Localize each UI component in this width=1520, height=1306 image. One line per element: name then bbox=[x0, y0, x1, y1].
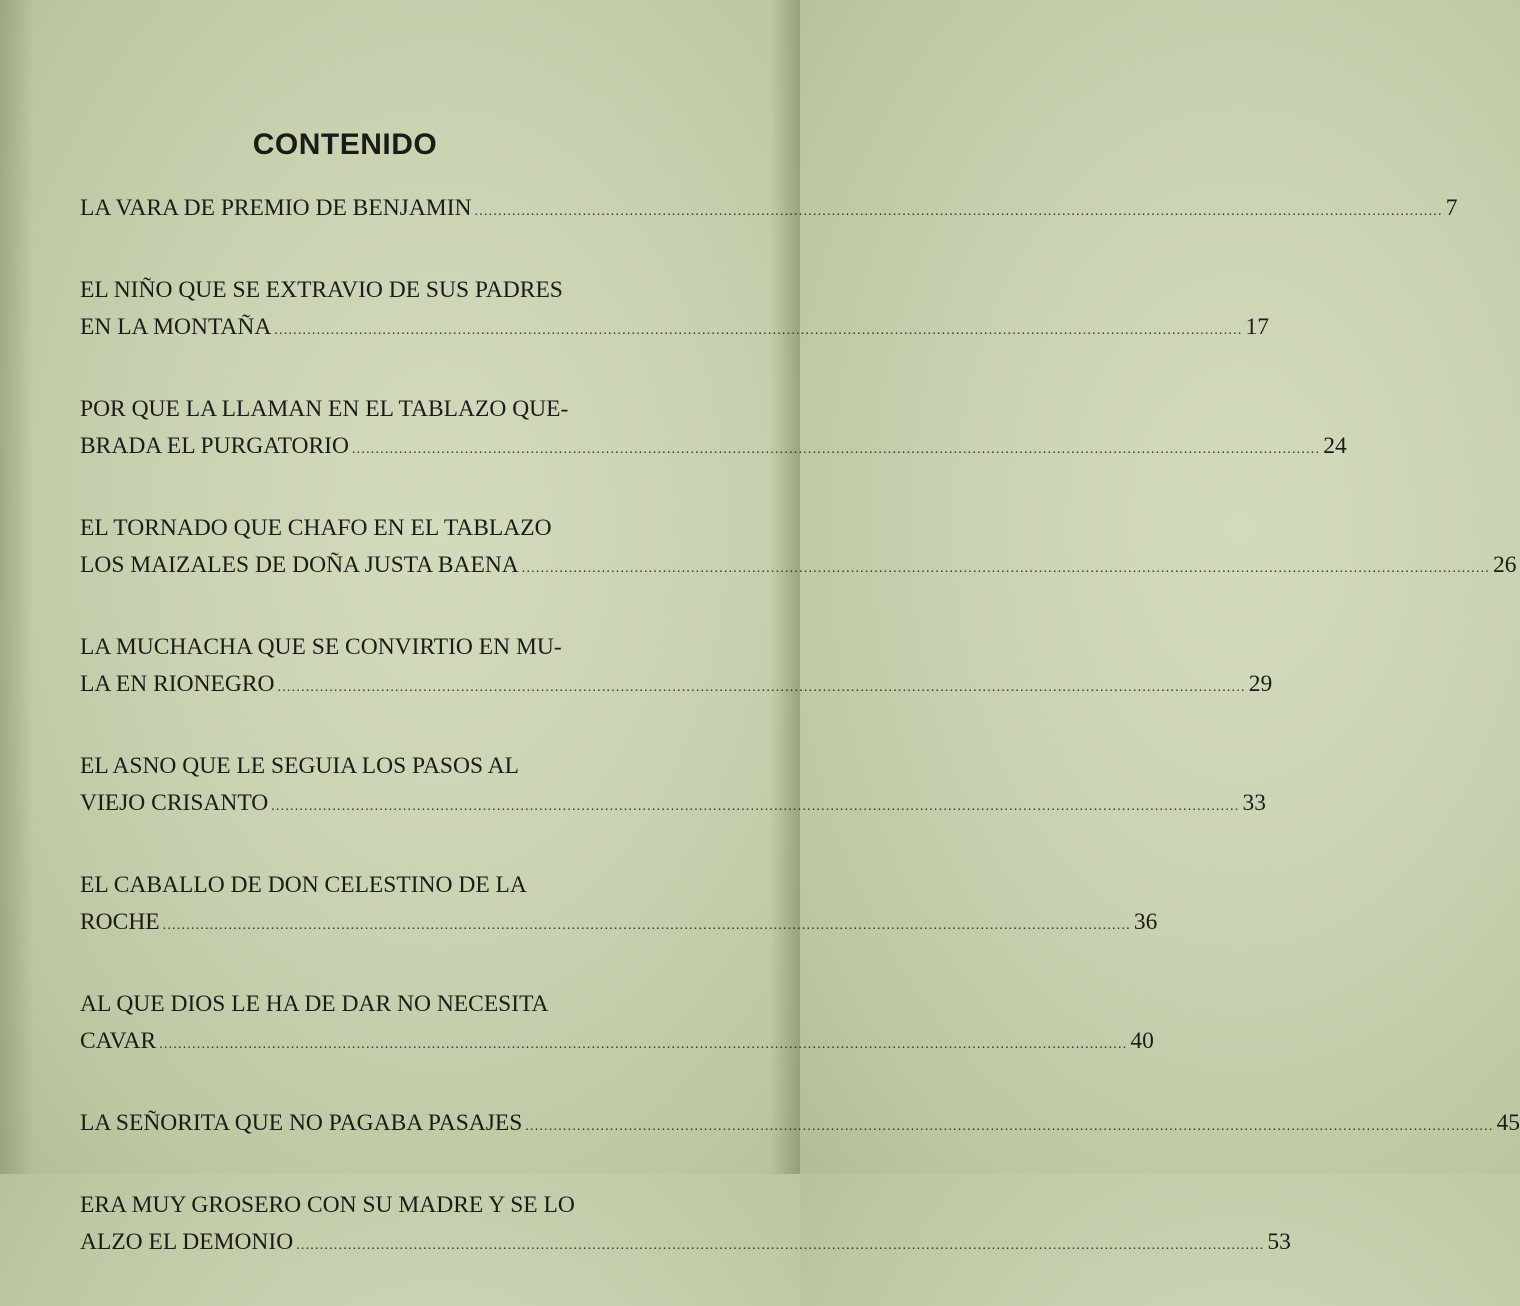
page-title: CONTENIDO bbox=[252, 128, 438, 161]
toc-entry-title: ALZO EL DEMONIO bbox=[80, 1229, 294, 1255]
dot-leader bbox=[522, 550, 1490, 587]
toc-page-number: 7 bbox=[1445, 195, 1458, 221]
dot-leader bbox=[163, 907, 1131, 944]
toc-entry-title-line: POR QUE LA LLAMAN EN EL TABLAZO QUE- bbox=[80, 396, 569, 422]
dot-leader bbox=[274, 312, 1242, 349]
toc-entry-title-line: LA MUCHACHA QUE SE CONVIRTIO EN MU- bbox=[80, 634, 562, 660]
toc-entry-title-line: EL ASNO QUE LE SEGUIA LOS PASOS AL bbox=[80, 753, 519, 779]
toc-entry-title: LA VARA DE PREMIO DE BENJAMIN bbox=[80, 195, 472, 221]
table-of-contents bbox=[80, 190, 1520, 1306]
dot-leader bbox=[525, 1108, 1493, 1145]
toc-page-number: 17 bbox=[1245, 314, 1270, 340]
toc-page-number: 33 bbox=[1242, 790, 1266, 816]
toc-entry bbox=[80, 1105, 1520, 1145]
toc-entry bbox=[80, 190, 1458, 230]
toc-entry-title: ROCHE bbox=[80, 909, 160, 935]
toc-entry-title: CAVAR bbox=[80, 1028, 157, 1054]
toc-entry-title-line: EL TORNADO QUE CHAFO EN EL TABLAZO bbox=[80, 515, 552, 541]
dot-leader bbox=[352, 431, 1320, 468]
toc-page-number: 24 bbox=[1323, 433, 1347, 459]
toc-entry bbox=[80, 391, 1347, 468]
dot-leader bbox=[475, 193, 1443, 230]
toc-entry bbox=[80, 867, 1158, 944]
page-edge-right bbox=[770, 0, 800, 1174]
toc-entry-title-line: EL CABALLO DE DON CELESTINO DE LA bbox=[80, 872, 527, 898]
toc-entry-title: LA EN RIONEGRO bbox=[80, 671, 275, 697]
dot-leader bbox=[159, 1026, 1127, 1063]
toc-page-number: 36 bbox=[1133, 909, 1158, 935]
dot-leader bbox=[278, 669, 1246, 706]
toc-page-number: 29 bbox=[1248, 671, 1273, 697]
toc-entry-title: EN LA MONTAÑA bbox=[80, 314, 272, 340]
toc-entry-title-line: EL NIÑO QUE SE EXTRAVIO DE SUS PADRES bbox=[80, 277, 563, 303]
toc-entry bbox=[80, 629, 1273, 706]
toc-entry-title-line: AL QUE DIOS LE HA DE DAR NO NECESITA bbox=[80, 991, 549, 1017]
toc-entry bbox=[80, 272, 1270, 349]
toc-entry-title: LA SEÑORITA QUE NO PAGABA PASAJES bbox=[80, 1110, 523, 1136]
toc-entry-title: LOS MAIZALES DE DOÑA JUSTA BAENA bbox=[80, 552, 519, 578]
toc-page-number: 26 bbox=[1492, 552, 1517, 578]
toc-entry bbox=[80, 1187, 1291, 1264]
page-edge-left bbox=[0, 0, 34, 1174]
toc-entry bbox=[80, 748, 1266, 825]
toc-page-number: 53 bbox=[1267, 1229, 1291, 1255]
toc-entry-title: BRADA EL PURGATORIO bbox=[80, 433, 349, 459]
dot-leader bbox=[296, 1227, 1264, 1264]
dot-leader bbox=[271, 788, 1239, 825]
toc-entry-title: VIEJO CRISANTO bbox=[80, 790, 269, 816]
toc-page-number: 40 bbox=[1130, 1028, 1154, 1054]
toc-entry bbox=[80, 510, 1517, 587]
toc-page-number: 45 bbox=[1496, 1110, 1520, 1136]
toc-entry-title-line: ERA MUY GROSERO CON SU MADRE Y SE LO bbox=[80, 1192, 575, 1218]
toc-entry bbox=[80, 986, 1154, 1063]
